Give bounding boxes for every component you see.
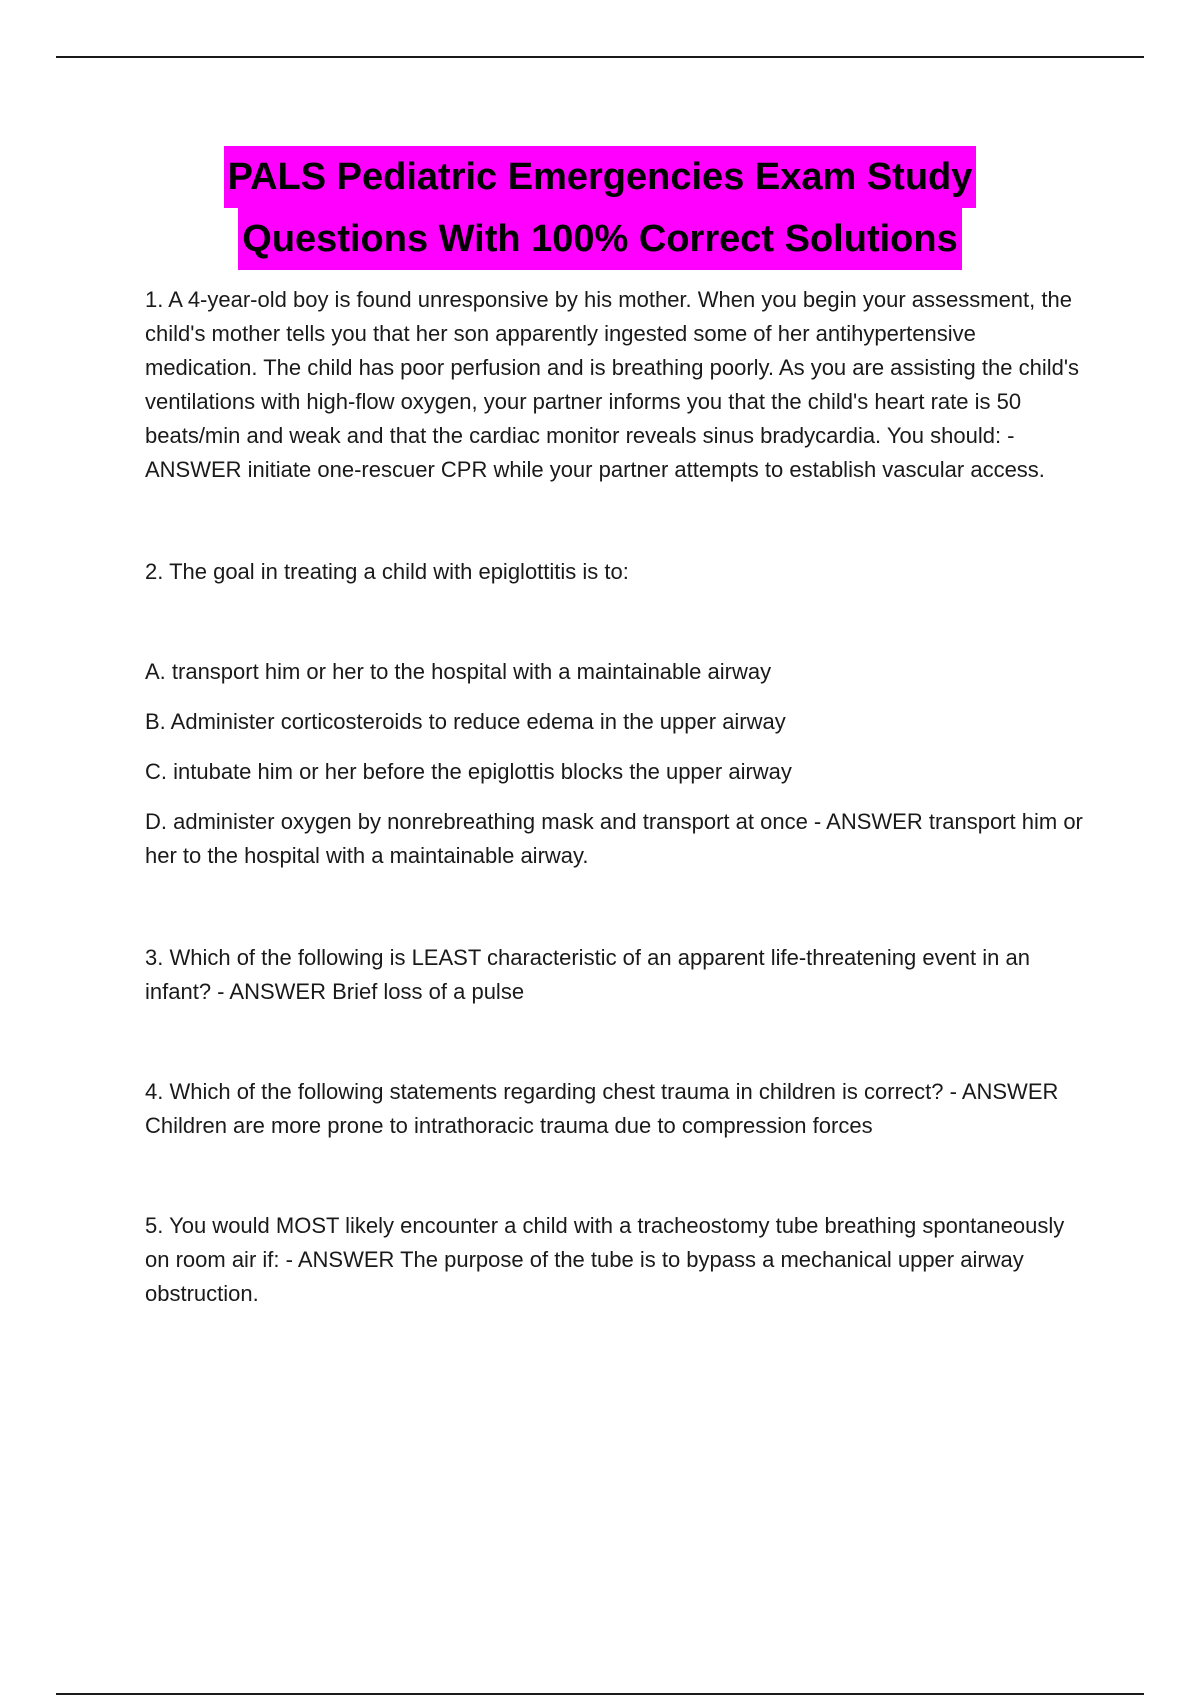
question-2: 2. The goal in treating a child with epiglottitis is to: bbox=[145, 559, 629, 584]
question-2-option-c: C. intubate him or her before the epiglottis blocks the upper airway bbox=[145, 759, 792, 784]
question-2-option-b: B. Administer corticosteroids to reduce edema in the upper airway bbox=[145, 709, 786, 734]
question-2-option-d: D. administer oxygen by nonrebreathing mask and transport at once - ANSWER transport him or her to the hospital with a maintainable airway. bbox=[145, 809, 1083, 868]
question-list bbox=[145, 283, 1090, 1311]
question-5: 5. You would MOST likely encounter a child with a tracheostomy tube breathing spontaneously on room air if: - ANSWER The purpose of the tube is to bypass a mechanical upper airway obstruction. bbox=[145, 1213, 1065, 1306]
title-line-1: PALS Pediatric Emergencies Exam Study bbox=[224, 146, 977, 208]
question-3: 3. Which of the following is LEAST characteristic of an apparent life-threatening event in an infant? - ANSWER Brief loss of a pulse bbox=[145, 945, 1030, 1004]
question-4: 4. Which of the following statements regarding chest trauma in children is correct? - ANSWER Children are more prone to intrathoracic trauma due to compression forces bbox=[145, 1079, 1059, 1138]
bottom-rule bbox=[56, 1693, 1144, 1695]
document-title bbox=[0, 146, 1200, 270]
title-line-2: Questions With 100% Correct Solutions bbox=[238, 208, 961, 270]
question-2-option-a: A. transport him or her to the hospital with a maintainable airway bbox=[145, 659, 772, 684]
question-1: 1. A 4-year-old boy is found unresponsive by his mother. When you begin your assessment, the child's mother tells you that her son apparently ingested some of her antihypertensive medication. The child has poor perfusion and is breathing poorly. As you are assisting the child's ventilations with high-flow oxygen, your partner informs you that the child's heart rate is 50 beats/min and weak and that the cardiac monitor reveals sinus bradycardia. You should: - ANSWER initiate one-rescuer CPR while your partner attempts to establish vascular access. bbox=[145, 287, 1080, 482]
top-rule bbox=[56, 56, 1144, 58]
